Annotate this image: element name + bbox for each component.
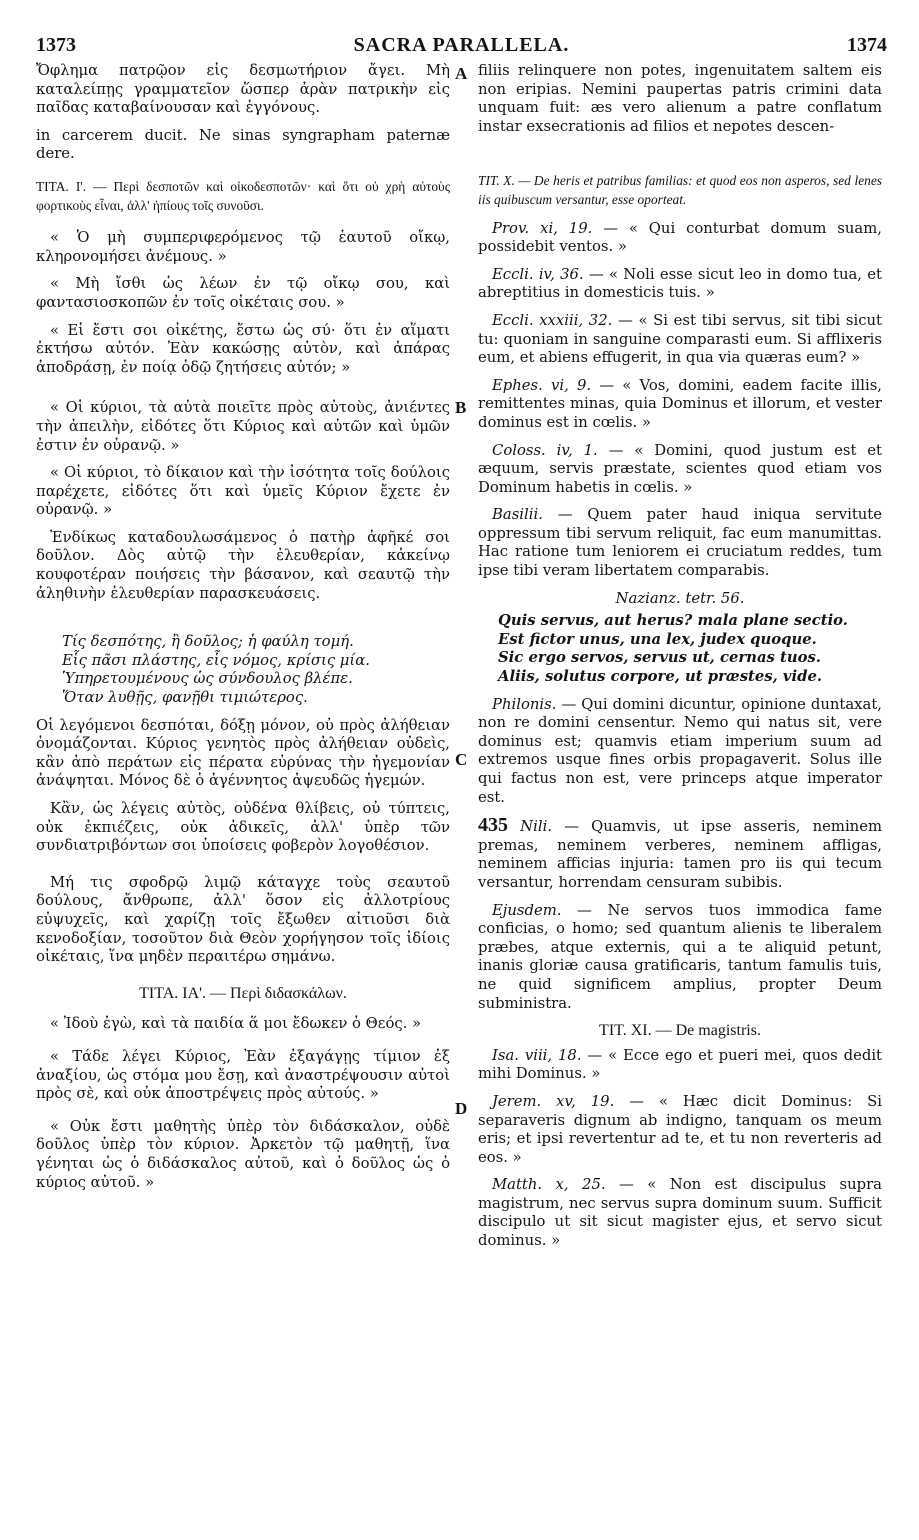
- greek-paragraph: Οἱ λεγόμενοι δεσπόται, δόξῃ μόνον, οὐ πρὸς ἀλήθειαν ὀνομάζονται. Κύριος γενητὸς πρὸς ἀλήθειαν οὐδεὶς, κἂν ἀπὸ περάτων εἰς πέρατα εὐρύνας τὴν ἡγεμονίαν ἀνάψηται. Μόνος δὲ ὁ ἀγέννητος ἀψευδῶς ἡγεμών.: [36, 716, 450, 790]
- greek-quote: « Μὴ ἴσθι ὡς λέων ἐν τῷ οἴκῳ σου, καὶ φαντασιοσκοπῶν ἐν τοῖς οἰκέταις σου. »: [36, 275, 450, 311]
- page-header: [36, 34, 887, 58]
- quote-text: — « Vos, domini, eadem facite illis, remittentes minas, quia Dominus et illorum, et vester dominus est in cœlis. »: [478, 376, 882, 431]
- quote-text: — « Hæc dicit Dominus: Si separaveris dignum ab indigno, tanquam os meum eris; et ipsi revertentur ad te, et tu non reverteris ad eos. »: [478, 1092, 882, 1166]
- latin-poem: [478, 612, 882, 686]
- poem-line: Est fictor unus, una lex, judex quoque.: [498, 630, 817, 648]
- page-number-right: 1374: [847, 34, 887, 56]
- citation: Eccli. xxxiii, 32.: [492, 311, 613, 329]
- greek-quote: « Ὁ μὴ συμπεριφερόμενος τῷ ἑαυτοῦ οἴκῳ, κληρονομήσει ἀνέμους. »: [36, 229, 450, 265]
- latin-quote: [478, 1093, 882, 1167]
- citation: Prov. xi, 19.: [492, 219, 593, 237]
- latin-quote: [478, 1176, 882, 1250]
- quote-text: — Qui domini dicuntur, opinione duntaxat, non re domini censentur. Nemo qui natus sit, vere dominus est; quamvis etiam imperium suum ad extremos usque fines orbis propagaverit. Solus ille qui factus non est, vere princeps atque imperator est.: [478, 695, 882, 806]
- latin-quote: [478, 266, 882, 303]
- greek-paragraph: Κἂν, ὡς λέγεις αὐτὸς, οὐδένα θλίβεις, οὐ τύπτεις, οὐκ ἐκπιέζεις, οὐκ ἀδικεῖς, ἀλλ' ὑπὲρ τῶν συνδιατριβόντων σοι ὑποίσεις φοβερὸν λογοθέσιον.: [36, 800, 450, 855]
- poem-line: Ὑπηρετουμένους ὡς σύνδουλος βλέπε.: [62, 670, 353, 688]
- latin-carryover: in carcerem ducit. Ne sinas syngrapham paternæ dere.: [36, 126, 450, 163]
- margin-letter-d: D: [455, 1099, 468, 1118]
- greek-paragraph: Ἐνδίκως καταδουλωσάμενος ὁ πατὴρ ἀφῆκέ σοι δοῦλον. Δὸς αὐτῷ τὴν ἐλευθερίαν, κἀκείνῳ κουφοτέραν ποιήσεις τὴν βάσανον, καὶ σεαυτῷ τὴν ἀληθινὴν ἐλευθερίαν παρασκευάσεις.: [36, 528, 450, 602]
- quote-text: — « Ecce ego et pueri mei, quos dedit mihi Dominus. »: [478, 1046, 882, 1083]
- citation: Ephes. vi, 9.: [492, 376, 592, 394]
- citation: Eccli. iv, 36.: [492, 265, 584, 283]
- latin-title-11: TIT. XI. — De magistris.: [599, 1022, 761, 1040]
- greek-paragraph: Ὄφλημα πατρῷον εἰς δεσμωτήριον ἄγει. Μὴ καταλείπῃς γραμματεῖον ὥσπερ ἀρὰν πατρικὴν εἰς παῖδας καταβαίνουσαν καὶ ἐγγόνους.: [36, 62, 450, 117]
- poem-source: Nazianz. tetr. 56.: [615, 589, 745, 607]
- latin-quote: [478, 377, 882, 433]
- latin-quote: [478, 506, 882, 580]
- citation: Coloss. iv, 1.: [492, 441, 598, 459]
- margin-letter-b: B: [455, 398, 467, 417]
- latin-quote: [478, 696, 882, 808]
- poem-line: Quis servus, aut herus? mala plane sectio.: [498, 612, 848, 630]
- poem-line: Εἷς πᾶσι πλάστης, εἷς νόμος, κρίσις μία.: [62, 651, 370, 669]
- greek-title-10: ΤΙΤΑ. Ι'. — Περὶ δεσποτῶν καὶ οἰκοδεσποτῶν· καὶ ὅτι οὐ χρὴ αὐτοὺς φορτικοὺς εἶναι, ἀλλ' ἠπίους τοῖς συνοῦσι.: [36, 178, 450, 213]
- greek-quote: « Εἰ ἔστι σοι οἰκέτης, ἔστω ὡς σύ· ὅτι ἐν αἵματι ἐκτήσω αὐτόν. Ἐὰν κακώσῃς αὐτὸν, καὶ ἀπάρας ἀποδράσῃ, ἐν ποίᾳ ὁδῷ ζητήσεις αὐτόν; »: [36, 321, 450, 376]
- quote-text: — « Qui conturbat domum suam, possidebit ventos. »: [478, 219, 882, 256]
- margin-letter-c: C: [455, 750, 468, 769]
- quote-text: — « Domini, quod justum est et æquum, servis præstate, scientes quod etiam vos Dominum habetis in cœlis. »: [478, 441, 882, 496]
- quote-text: — « Non est discipulus supra magistrum, nec servus supra dominum suum. Sufficit discipulo ut sit sicut magister ejus, et servo sicut dominus. »: [478, 1176, 883, 1250]
- greek-column: [36, 62, 450, 1201]
- quote-text: — « Si est tibi servus, sit tibi sicut tu: quoniam in sanguine comparasti eum. Si afflixeris eum, et abiens effugerit, in qua via quæras eum? »: [478, 311, 882, 367]
- citation: Jerem. xv, 19.: [492, 1092, 615, 1110]
- latin-title-10: TIT. X. — De heris et patribus familias: et quod eos non asperos, sed lenes iis quibuscum versantur, esse oporteat.: [478, 173, 882, 207]
- poem-line: Sic ergo servos, servus ut, cernas tuos.: [498, 649, 821, 667]
- latin-quote: [478, 902, 882, 1014]
- greek-quote: « Τάδε λέγει Κύριος, Ἐὰν ἐξαγάγῃς τίμιον ἐξ ἀναξίου, ὡς στόμα μου ἔσῃ, καὶ ἀναστρέψουσιν αὐτοὶ πρὸς σὲ, καὶ οὐκ ἀποστρέψεις πρὸς αὐτούς. »: [36, 1047, 450, 1103]
- column-number: 435: [478, 814, 508, 837]
- quote-text: — « Noli esse sicut leo in domo tua, et abreptitius in domesticis tuis. »: [478, 265, 882, 302]
- citation: Nili.: [520, 818, 553, 836]
- latin-paragraph: filiis relinquere non potes, ingenuitatem saltem eis non eripias. Nemini paupertas patris crimini data unquam fuit: æs vero alienum a patre conflatum instar exsecrationis ad filios et nepotes descen-: [478, 62, 882, 135]
- quote-text: — Quamvis, ut ipse asseris, neminem premas, neminem verberes, neminem affligas, neminem afficias injuria: tamen pro iis qui tecum versantur, horrendam censuram subibis.: [478, 818, 882, 891]
- poem-line: Τίς δεσπότης, ἢ δοῦλος; ἡ φαύλη τομή.: [62, 633, 354, 651]
- citation: Matth. x, 25.: [492, 1176, 606, 1194]
- citation: Philonis.: [492, 695, 557, 713]
- greek-title-11: ΤΙΤΑ. ΙΑ'. — Περὶ διδασκάλων.: [139, 984, 347, 1002]
- poem-line: Ὅταν λυθῇς, φανῇθι τιμιώτερος.: [62, 689, 308, 707]
- citation: Isa. viii, 18.: [492, 1046, 582, 1064]
- citation: Basilii.: [492, 506, 543, 524]
- greek-quote: « Οὐκ ἔστι μαθητὴς ὑπὲρ τὸν διδάσκαλον, οὐδὲ δοῦλος ὑπὲρ τὸν κύριον. Ἀρκετὸν τῷ μαθητῇ, ἵνα γένηται ὡς ὁ διδάσκαλος αὐτοῦ, καὶ ὁ δοῦλος ὡς ὁ κύριος αὐτοῦ. »: [36, 1117, 450, 1191]
- quote-text: — Quem pater haud iniqua servitute oppressum tibi servum reliquit, fac eum manumittas. Hac ratione tum leniorem ei cruciatum reddes, tum ipse tibi veram libertatem comparabis.: [478, 506, 882, 580]
- greek-quote: « Ἰδοὺ ἐγὼ, καὶ τὰ παιδία ἅ μοι ἔδωκεν ὁ Θεός. »: [50, 1015, 422, 1033]
- poem-line: Aliis, solutus corpore, ut præstes, vide.: [498, 668, 823, 686]
- latin-column: [478, 62, 882, 1260]
- greek-poem: [36, 633, 450, 707]
- page-number-left: 1373: [36, 34, 76, 56]
- latin-quote: [478, 442, 882, 498]
- quote-text: — Ne servos tuos immodica fame conficias, o homo; sed quantum alienis te liberalem præbes, atque externis, qui a te aliquid petunt, inanis gloriæ causa gratificaris, tantum famulis tuis, ne quid significem amplius, propter Deum subministra.: [478, 901, 882, 1012]
- running-title: SACRA PARALLELA.: [353, 34, 570, 56]
- greek-quote: « Οἱ κύριοι, τὸ δίκαιον καὶ τὴν ἰσότητα τοῖς δούλοις παρέχετε, εἰδότες ὅτι καὶ ὑμεῖς Κύριον ἔχετε ἐν οὐρανῷ. »: [36, 464, 450, 519]
- latin-quote: [478, 220, 882, 257]
- latin-quote: [478, 312, 882, 368]
- citation: Ejusdem.: [492, 901, 562, 919]
- greek-quote: « Οἱ κύριοι, τὰ αὐτὰ ποιεῖτε πρὸς αὐτοὺς, ἀνιέντες τὴν ἀπειλὴν, εἰδότες ὅτι Κύριος καὶ αὐτῶν καὶ ὑμῶν ἐστιν ἐν οὐρανῷ. »: [36, 399, 450, 454]
- margin-letter-a: A: [455, 64, 468, 83]
- latin-quote: [478, 816, 882, 892]
- greek-paragraph: Μή τις σφοδρῷ λιμῷ κάταγχε τοὺς σεαυτοῦ δούλους, ἄνθρωπε, ἀλλ' ὅσον εἰς ἀλλοτρίους εὐψυχεῖς, καὶ χαρίζῃ τοῖς ἔξωθεν αἰτιοῦσι διὰ κενοδοξίαν, τοσοῦτον διὰ Θεὸν χορήγησον τοῖς ἰδίοις οἰκέταις, ἵνα μηδὲν περαιτέρω σημάνω.: [36, 873, 450, 966]
- latin-quote: [478, 1047, 882, 1084]
